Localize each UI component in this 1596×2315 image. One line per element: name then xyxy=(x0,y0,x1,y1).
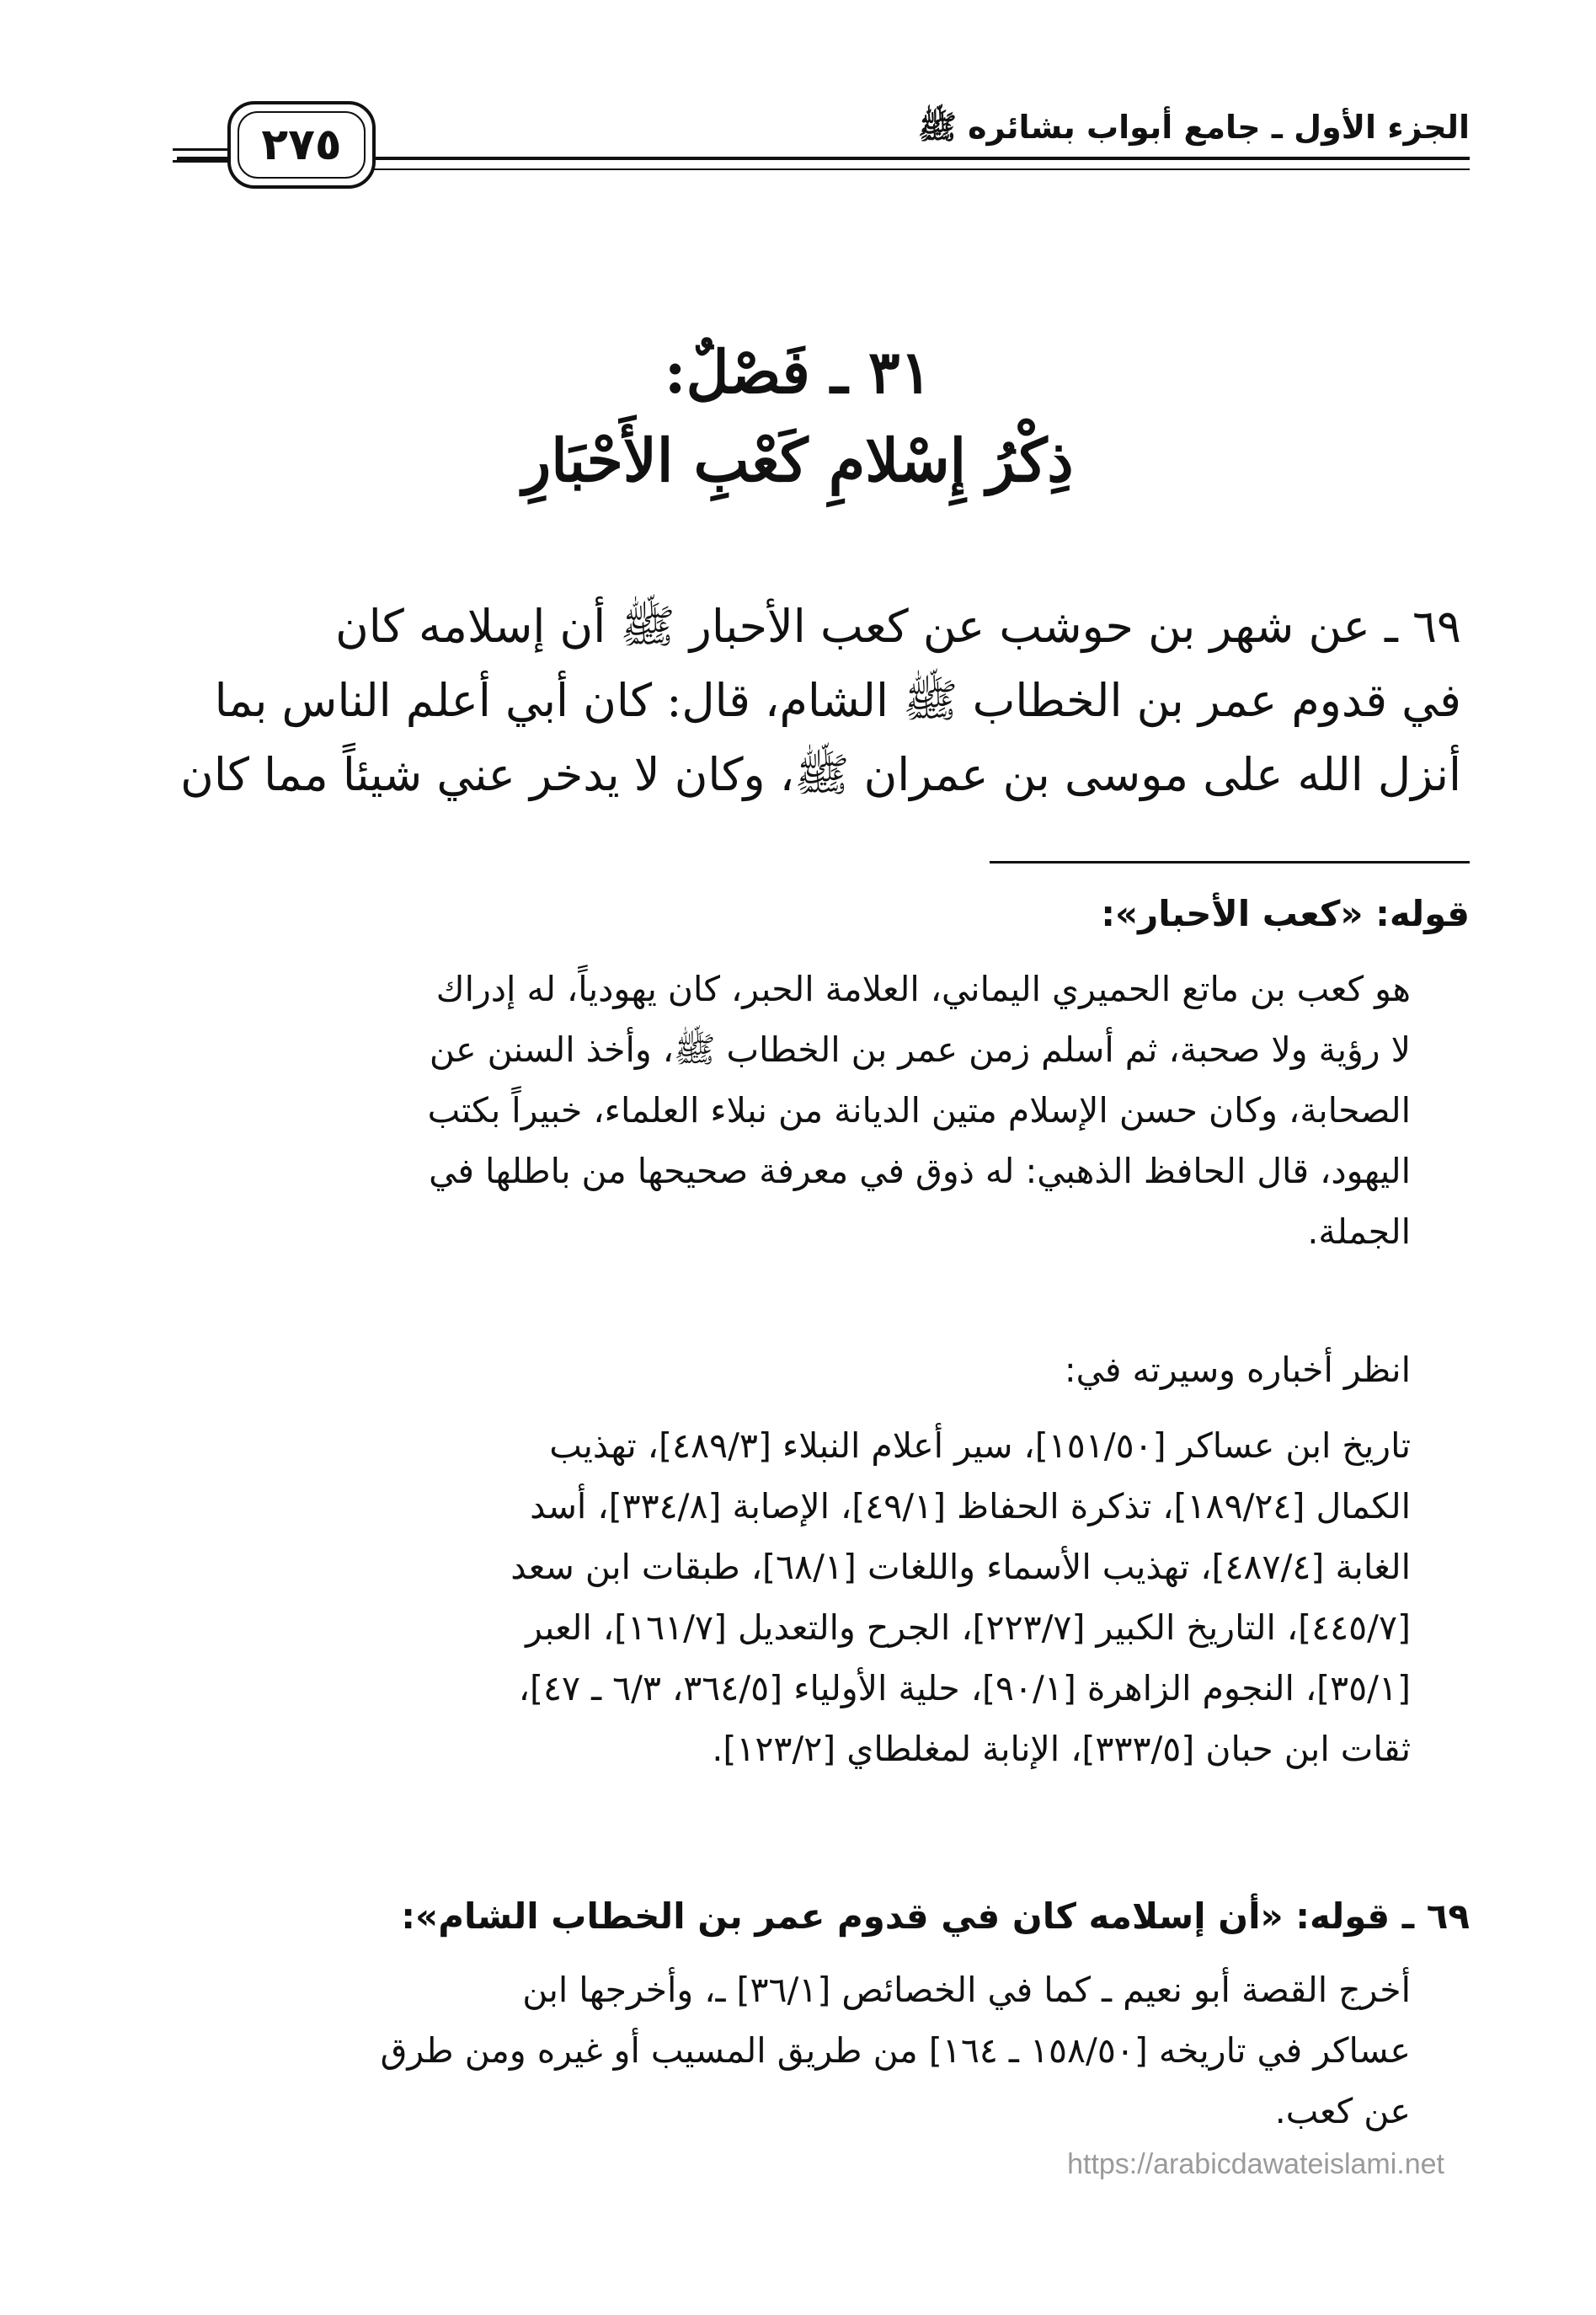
footnote-line: هو كعب بن ماتع الحميري اليماني، العلامة الحبر، كان يهودياً، له إدراك xyxy=(435,969,1411,1009)
main-text-line: أنزل الله على موسى بن عمران ﷺ، وكان لا يدخر عني شيئاً مما كان xyxy=(180,748,1461,801)
footnote-separator xyxy=(990,861,1470,863)
footnote-line: الجملة. xyxy=(1307,1211,1411,1252)
footnote-line: ثقات ابن حبان [٣٣٣/٥]، الإنابة لمغلطاي [١٢٣/٢]. xyxy=(712,1729,1411,1769)
footnote-heading: ٦٩ ـ قوله: «أن إسلامه كان في قدوم عمر بن الخطاب الشام»: xyxy=(401,1895,1470,1937)
footnote-line: [٤٤٥/٧]، التاريخ الكبير [٢٢٣/٧]، الجرح والتعديل [١٦١/٧]، العبر xyxy=(526,1607,1411,1648)
header-rule-left-bottom xyxy=(173,160,232,163)
footnote-line: تاريخ ابن عساكر [١٥١/٥٠]، سير أعلام النبلاء [٤٨٩/٣]، تهذيب xyxy=(549,1425,1411,1466)
main-text-line: في قدوم عمر بن الخطاب ﷺ الشام، قال: كان أبي أعلم الناس بما xyxy=(214,674,1461,727)
section-subtitle: ذِكْرُ إِسْلامِ كَعْبِ الأَحْبَارِ xyxy=(522,425,1074,495)
footnote-line: اليهود، قال الحافظ الذهبي: له ذوق في معرفة صحيحها من باطلها في xyxy=(429,1151,1411,1191)
section-heading: ٣١ ـ فَصْلٌ: xyxy=(664,337,932,407)
footnote-line: الكمال [١٨٩/٢٤]، تذكرة الحفاظ [٤٩/١]، الإصابة [٣٣٤/٨]، أسد xyxy=(530,1486,1411,1526)
footnote-line: انظر أخباره وسيرته في: xyxy=(1064,1350,1411,1390)
footnote-heading: قوله: «كعب الأحبار»: xyxy=(1101,893,1470,934)
footnote-line: لا رؤية ولا صحبة، ثم أسلم زمن عمر بن الخطاب ﷺ، وأخذ السنن عن xyxy=(429,1029,1411,1070)
footnote-line: عن كعب. xyxy=(1274,2091,1411,2131)
footnote-line: أخرج القصة أبو نعيم ـ كما في الخصائص [٣٦/١] ـ، وأخرجها ابن xyxy=(522,1970,1411,2010)
footnote-line: [٣٥/١]، النجوم الزاهرة [٩٠/١]، حلية الأولياء [٣٦٤/٥، ٦/٣ ـ ٤٧]، xyxy=(518,1668,1411,1708)
running-title: الجزء الأول ـ جامع أبواب بشائره ﷺ xyxy=(918,109,1470,146)
header-rule-thin xyxy=(362,168,1470,170)
watermark-url: https://arabicdawateislami.net xyxy=(1067,2148,1444,2180)
footnote-paragraph xyxy=(173,1339,1411,1400)
main-text xyxy=(177,590,1461,812)
footnote-paragraph xyxy=(173,959,1411,1262)
footnote-paragraph xyxy=(173,1959,1411,2141)
page-number-frame xyxy=(227,101,376,189)
footnote-references xyxy=(173,1415,1411,1779)
main-text-line: ٦٩ ـ عن شهر بن حوشب عن كعب الأحبار ﷺ أن إسلامه كان xyxy=(335,600,1461,653)
footnote-line: الغابة [٤٨٧/٤]، تهذيب الأسماء واللغات [٦٨/١]، طبقات ابن سعد xyxy=(510,1547,1411,1587)
footnote-line: عساكر في تاريخه [١٥٨/٥٠ ـ ١٦٤] من طريق المسيب أو غيره ومن طرق xyxy=(380,2030,1411,2071)
page-number: ٢٧٥ xyxy=(261,120,342,170)
footnote-line: الصحابة، وكان حسن الإسلام متين الديانة من نبلاء العلماء، خبيراً بكتب xyxy=(427,1090,1411,1131)
header-rule-left-top xyxy=(173,148,232,151)
